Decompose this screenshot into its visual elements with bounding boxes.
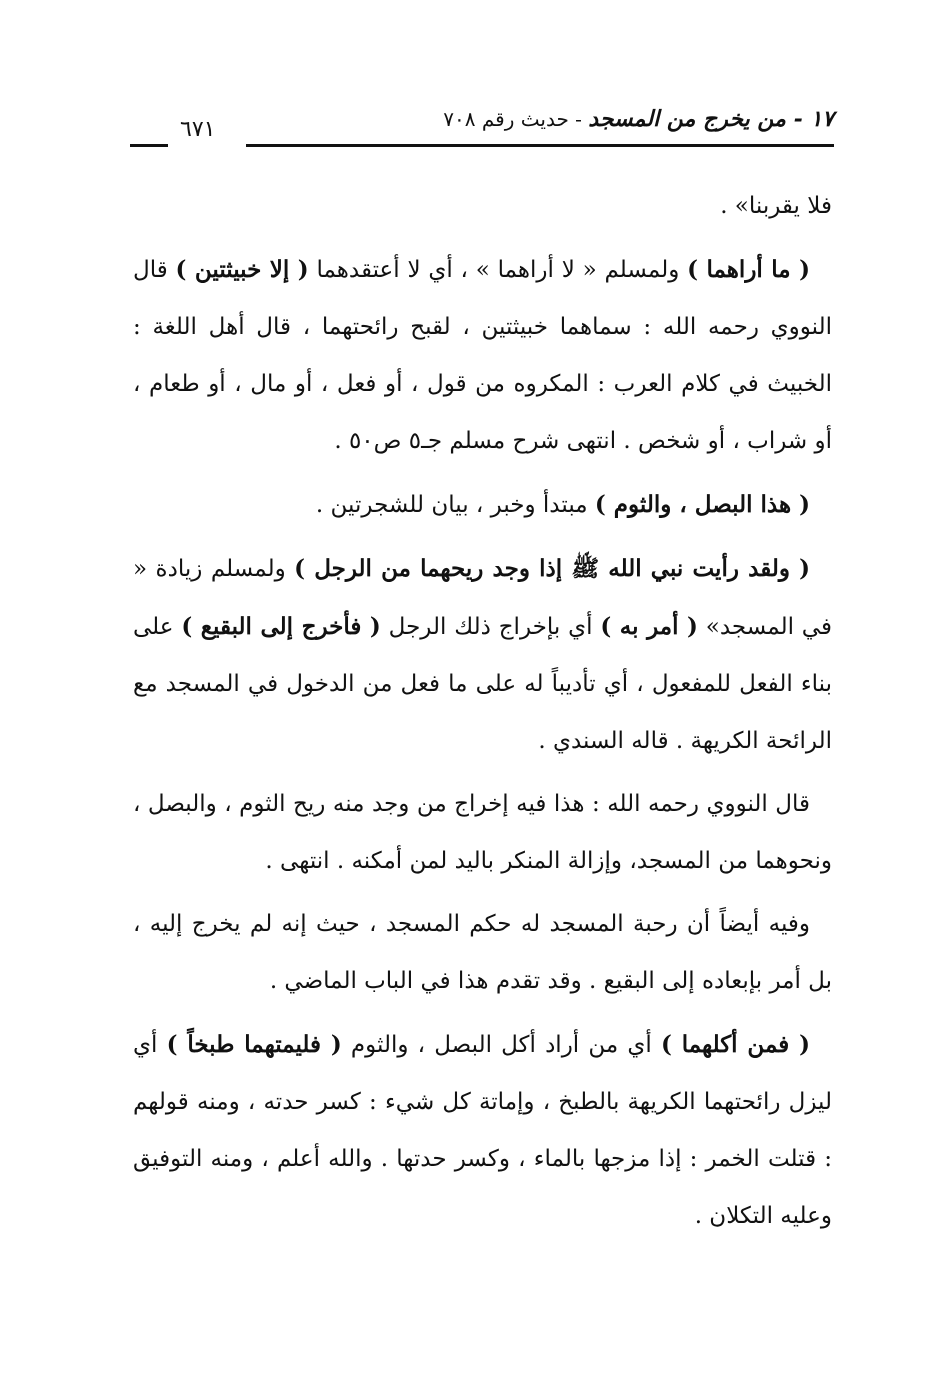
paragraph-7 [133,1016,832,1245]
bold-quote: ( فمن أكلهما ) [660,1031,810,1058]
page-number: ٦٧١ [180,117,216,142]
bold-quote: ( ولقد رأيت نبي الله ﷺ إذا وجد ريحهما من الرجل ) [294,555,811,582]
paragraph-3 [133,476,832,534]
text-run: قال النووي رحمه الله : هذا فيه إخراج من وجد منه ريح الثوم ، والبصل ، ونحوهما من المسجد، وإزالة المنكر باليد لمن أمكنه . انتهى . [133,791,832,874]
text-run: مبتدأ وخبر ، بيان للشجرتين . [315,492,595,518]
text-run: قال النووي رحمه الله : سماهما خبيثتين ، لقبح رائحتهما ، قال أهل اللغة : الخبيث في كلام العرب : المكروه من قول ، أو فعل ، أو مال ، أو طعام ، أو شراب ، أو شخص . انتهى شرح مسلم جـ٥ ص٥٠ . [133,257,832,454]
page-header [130,100,834,152]
paragraph-6 [133,896,832,1010]
bold-quote: ( هذا البصل ، والثوم ) [594,491,810,518]
text-run: فلا يقربنا» . [720,193,832,219]
chapter-title: ١٧ - من يخرج من المسجد [588,106,834,132]
page-number-dash [130,144,168,147]
text-run: أي بإخراج ذلك الرجل [380,614,601,640]
running-head [443,104,834,134]
header-rule [246,144,834,147]
text-run: ولمسلم زيادة « في المسجد» [133,556,832,640]
text-run: أي ليزل رائحتهما الكريهة بالطبخ ، وإماتة كل شيء : كسر حدته ، ومنه قولهم : قتلت الخمر : إذا مزجها بالماء ، وكسر حدتها . والله أعلم ، ومنه التوفيق وعليه التكلان . [133,1032,832,1229]
hadith-reference: حديث رقم ٧٠٨ [443,107,569,131]
paragraph-4 [133,540,832,770]
text-run: على بناء الفعل للمفعول ، أي تأديباً له على ما فعل من الدخول في المسجد مع الرائحة الكريهة . قاله السندي . [133,614,832,754]
paragraph-2 [133,241,832,470]
bold-quote: ( فليمتهما طبخاً ) [166,1031,342,1058]
bold-quote: ( إلا خبيثتين ) [175,256,309,283]
text-run: ولمسلم « لا أراهما » ، أي لا أعتقدهما [308,257,688,283]
bold-quote: ( ما أراهما ) [687,256,810,283]
page-body [133,178,832,1245]
bold-quote: ( فأخرج إلى البقيع ) [181,613,381,640]
text-run: أي من أراد أكل البصل ، والثوم [341,1032,661,1058]
paragraph-1 [133,178,832,235]
paragraph-5 [133,776,832,890]
bold-quote: ( أمر به ) [600,613,698,640]
header-separator: - [568,107,589,131]
text-run: وفيه أيضاً أن رحبة المسجد له حكم المسجد ، حيث إنه لم يخرج إليه ، بل أمر بإبعاده إلى البقيع . وقد تقدم هذا في الباب الماضي . [133,911,832,994]
